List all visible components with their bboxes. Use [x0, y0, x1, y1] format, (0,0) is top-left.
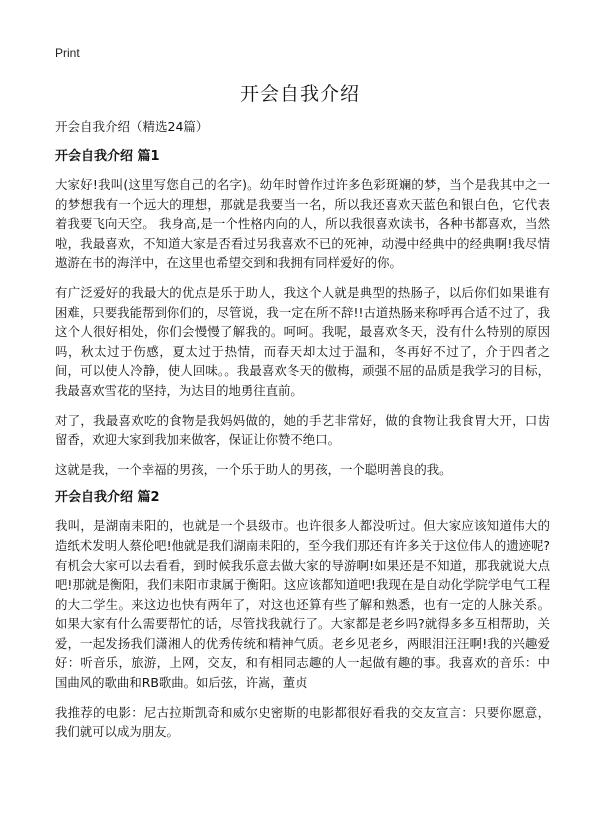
document-body [55, 118, 550, 752]
section-1 [55, 148, 550, 479]
section-2 [55, 489, 550, 742]
section-heading: 开会自我介绍 篇1 [55, 149, 160, 164]
document-title: 开会自我介绍 [239, 83, 360, 105]
paragraph: 我叫，是湖南耒阳的，也就是一个县级市。也许很多人都没听过。但大家应该知道伟大的造纸术发明人蔡伦吧!他就是我们湖南耒阳的，至今我们那还有许多关于这位伟人的遗迹呢?有机会大家可以去看看，到时候我乐意去做大家的导游啊!如果还是不知道，那我就说大点吧!那就是衡阳，我们耒阳市隶属于衡阳。这应该都知道吧!我现在是自动化学院学电气工程的大二学生。来这边也快有两年了，对这也还算有些了解和熟悉，也有一定的人脉关系。如果大家有什么需要帮忙的话，尽管找我就行了。大家都是老乡吗?就得多多互相帮助，关爱，一起发扬我们潇湘人的优秀传统和精神气质。老乡见老乡，两眼泪汪汪啊!我的兴趣爱好：听音乐，旅游，上网，交友，和有相同志趣的人一起做有趣的事。我喜欢的音乐：中国曲风的歌曲和RB歌曲。如后弦，许嵩，董贞 [55, 518, 550, 691]
paragraph: 这就是我，一个幸福的男孩，一个乐于助人的男孩，一个聪明善良的我。 [55, 461, 452, 477]
paragraph: 有广泛爱好的我最大的优点是乐于助人，我这个人就是典型的热肠子，以后你们如果谁有困难，只要我能帮到你们的，尽管说，我一定在所不辞!!古道热肠来称呼再合适不过了，我这个人很好相处，你们会慢慢了解我的。呵呵。我呢，最喜欢冬天，没有什么特别的原因吗，秋太过于伤感，夏太过于热情，而春天却太过于温和，冬再好不过了，介于四者之间，可以使人冷静，使人回味。。我最喜欢冬天的傲梅，顽强不屈的品质是我学习的目标，我最喜欢雪花的坚持，为达目的地勇往直前。 [55, 284, 550, 398]
section-heading: 开会自我介绍 篇2 [55, 490, 160, 506]
print-link[interactable]: Print [55, 46, 80, 60]
document-subtitle: 开会自我介绍（精选24篇） [55, 119, 209, 134]
paragraph: 我推荐的电影：尼古拉斯凯奇和威尔史密斯的电影都很好看我的交友宣言：只要你愿意，我们就可以成为朋友。 [55, 704, 550, 740]
paragraph: 对了，我最喜欢吃的食物是我妈妈做的，她的手艺非常好，做的食物让我食胃大开，口齿留香，欢迎大家到我加来做客，保证让你赞不绝口。 [55, 412, 550, 448]
paragraph: 大家好!我叫(这里写您自己的名字)。幼年时曾作过许多色彩斑斓的梦，当个是我其中之一的梦想我有一个远大的理想，那就是我要当一名，所以我还喜欢天蓝色和银白色，它代表着我要飞向天空。 我身高,是一个性格内向的人，所以我很喜欢读书，各种书都喜欢，当然啦，我最喜欢，不知道大家是否看过另我喜欢不已的死神，动漫中经典中的经典啊!我尽情遨游在书的海洋中，在这里也希望交到和我拥有同样爱好的你。 [55, 177, 550, 271]
